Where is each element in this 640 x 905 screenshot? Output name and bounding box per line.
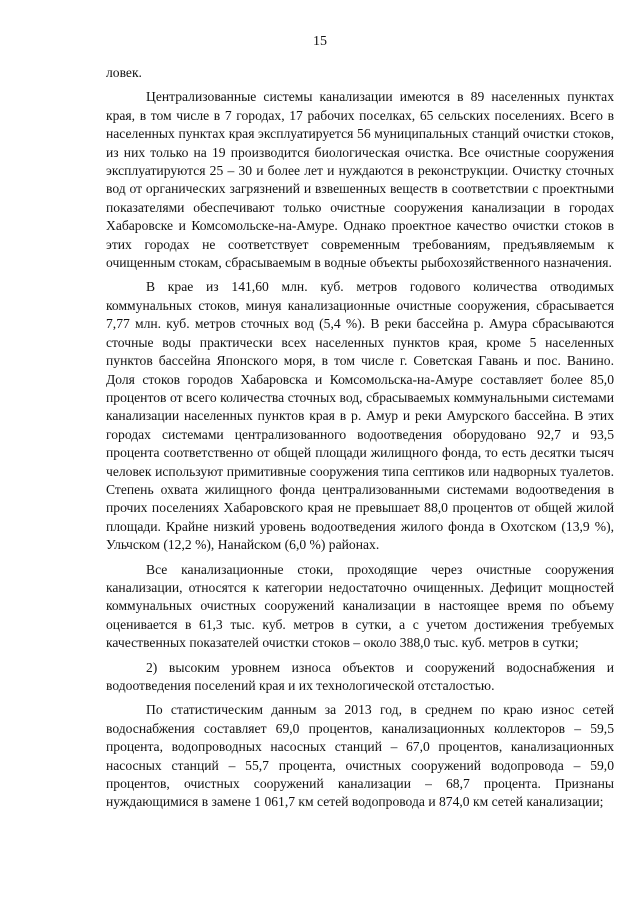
- document-body: [106, 64, 614, 818]
- paragraph-wastewater-discharge: В крае из 141,60 млн. куб. метров годового количества отводимых коммунальных стоков, минуя канализационные очистные сооружения, сбрасывается 7,77 млн. куб. метров сточных вод (5,4 %). В реки бассейна р. Амура сбрасываются сточные воды практически всех населенных пунктов края, кроме 5 населенных пунктов бассейна Японского моря, в том числе г. Советская Гавань и пос. Ванино. Доля стоков городов Хабаровска и Комсомольска-на-Амуре составляет более 85,0 процентов от всего количества сточных вод, сбрасываемых коммунальными системами канализации населенных пунктов края в р. Амур и реки Амурского бассейна. В этих городах системами централизованного водоотведения оборудовано 92,7 и 93,5 процента соответственно от общей площади жилищного фонда, то есть десятки тысяч человек используют примитивные сооружения типа септиков или надворных туалетов. Степень охвата жилищного фонда централизованными системами водоотведения в прочих поселениях Хабаровского края не превышает 88,0 процентов от общей жилой площади. Крайне низкий уровень водоотведения жилого фонда в Охотском (13,9 %), Ульчском (12,2 %), Нанайском (6,0 %) районах.: [106, 279, 614, 553]
- paragraph-continuation: ловек.: [106, 65, 142, 80]
- paragraph-treatment-deficit: Все канализационные стоки, проходящие через очистные сооружения канализации, относятся к категории недостаточно очищенных. Дефицит мощностей коммунальных очистных сооружений канализации в настоящее время по объему оценивается в 61,3 тыс. куб. метров в сутки, а с учетом достижения требуемых качественных показателей очистки стоков – около 388,0 тыс. куб. метров в сутки;: [106, 561, 614, 651]
- paragraph-wear-level: 2) высоким уровнем износа объектов и сооружений водоснабжения и водоотведения поселений края и их технологической отсталостью.: [106, 659, 614, 693]
- page-number: 15: [313, 34, 327, 49]
- paragraph-sewerage-systems: Централизованные системы канализации имеются в 89 населенных пунктах края, в том числе в 7 городах, 17 рабочих поселках, 65 сельских поселениях. Всего в населенных пунктах края эксплуатируется 56 муниципальных станций очистки стоков, из них только на 19 производится биологическая очистка. Все очистные сооружения эксплуатируются 25 – 30 и более лет и нуждаются в реконструкции. Очистку сточных вод от органических загрязнений и взвешенных веществ в соответствии с проектными показателями обеспечивают только очистные сооружения канализации в городах Хабаровске и Комсомольске-на-Амуре. Однако проектное качество очистки стоков в этих городах не соответствует современным требованиям, предъявляемым к очищенным стокам, сбрасываемым в водные объекты рыбохозяйственного назначения.: [106, 89, 614, 271]
- paragraph-statistics-2013: По статистическим данным за 2013 год, в среднем по краю износ сетей водоснабжения составляет 69,0 процентов, канализационных коллекторов – 59,5 процента, водопроводных насосных станций – 67,0 процентов, канализационных насосных станций – 55,7 процента, очистных сооружений водопровода – 59,0 процентов, очистных сооружений канализации – 68,7 процента. Признаны нуждающимися в замене 1 061,7 км сетей водопровода и 874,0 км сетей канализации;: [106, 702, 614, 810]
